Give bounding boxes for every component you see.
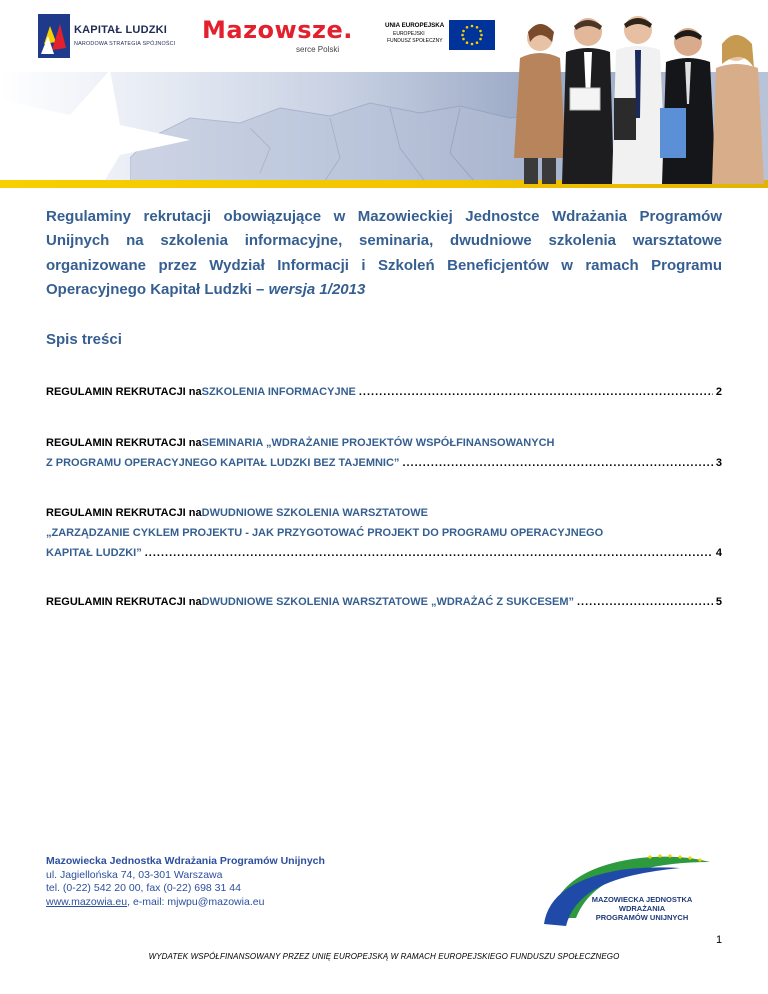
kapital-ludzki-emblem-icon: [38, 14, 70, 58]
toc-leader-dots: [359, 382, 713, 402]
header-banner: [0, 0, 768, 188]
toc-line[interactable]: [46, 433, 722, 453]
mjwpu-logo-line-3: PROGRAMÓW UNIJNYCH: [595, 913, 689, 922]
toc-line[interactable]: [46, 592, 722, 612]
toc-line[interactable]: [46, 523, 722, 543]
toc-entry-title: SZKOLENIA INFORMACYJNE: [201, 386, 356, 398]
toc-entry-prefix: REGULAMIN REKRUTACJI na: [46, 386, 202, 398]
mazowsze-wordmark: Mazowsze.: [202, 16, 353, 44]
toc-entry-4[interactable]: [46, 592, 722, 612]
contact-web-line: [46, 896, 325, 910]
toc-entry-3[interactable]: [46, 503, 722, 563]
toc-page-number: 3: [715, 457, 722, 469]
contact-address: ul. Jagiellońska 74, 03-301 Warszawa: [46, 868, 223, 881]
contact-org-name: Mazowiecka Jednostka Wdrażania Programów Unijnych: [46, 855, 325, 867]
toc-entry-title: DWUDNIOWE SZKOLENIA WARSZTATOWE „WDRAŻAĆ Z SUKCESEM”: [201, 596, 574, 608]
white-star-graphic: [0, 70, 230, 188]
document-title: [46, 205, 722, 303]
kapital-ludzki-title: KAPITAŁ LUDZKI: [74, 24, 168, 36]
toc-page-number: 2: [715, 386, 722, 398]
toc-entry-prefix: REGULAMIN REKRUTACJI na: [46, 596, 202, 608]
eu-efs-logo: [385, 20, 500, 52]
document-title-last-text: Operacyjnego Kapitał Ludzki –: [46, 281, 269, 299]
document-title-line-1: Regulaminy rekrutacji obowiązujące w Mazowieckiej Jednostce Wdrażania Programów: [46, 208, 722, 225]
mjwpu-logo-line-2: WDRAŻANIA: [618, 904, 666, 913]
toc-entry-title: SEMINARIA „WDRAŻANIE PROJEKTÓW WSPÓŁFINANSOWANYCH: [201, 437, 555, 449]
mazowsze-logo: [202, 16, 362, 56]
document-title-line-2: Unijnych na szkolenia informacyjne, seminaria, dwudniowe szkolenia warsztatowe: [46, 232, 722, 250]
toc-entry-prefix: REGULAMIN REKRUTACJI na: [46, 437, 202, 449]
toc-line[interactable]: [46, 382, 722, 402]
toc-leader-dots: [145, 543, 713, 563]
toc-line[interactable]: [46, 503, 722, 523]
toc-line[interactable]: [46, 453, 722, 473]
eu-fund-label-1: EUROPEJSKI: [393, 31, 425, 37]
toc-entry-prefix: REGULAMIN REKRUTACJI na: [46, 507, 202, 519]
funding-note: WYDATEK WSPÓŁFINANSOWANY PRZEZ UNIĘ EUROPEJSKĄ W RAMACH EUROPEJSKIEGO FUNDUSZU SPOŁECZNEGO: [148, 952, 620, 961]
business-people-photo: [510, 8, 768, 184]
toc-leader-dots: [402, 453, 712, 473]
toc-leader-dots: [577, 592, 713, 612]
mjwpu-logo: [530, 848, 720, 932]
toc-entry-title-cont: KAPITAŁ LUDZKI”: [46, 547, 142, 559]
website-link[interactable]: www.mazowia.eu: [46, 895, 128, 908]
contact-phone: tel. (0-22) 542 20 00, fax (0-22) 698 31 44: [46, 882, 241, 894]
contact-block: [46, 855, 325, 909]
eu-flag-icon: [449, 20, 495, 50]
toc-heading: Spis treści: [46, 331, 122, 348]
eu-fund-label-2: FUNDUSZ SPOŁECZNY: [387, 38, 443, 44]
eu-label: UNIA EUROPEJSKA: [385, 22, 445, 29]
toc-entry-title-cont: Z PROGRAMU OPERACYJNEGO KAPITAŁ LUDZKI BEZ TAJEMNIC”: [46, 457, 400, 469]
toc-line[interactable]: [46, 543, 722, 563]
kapital-ludzki-subtitle: NARODOWA STRATEGIA SPÓJNOŚCI: [74, 41, 176, 47]
toc-entry-1[interactable]: [46, 382, 722, 402]
document-title-line-3: organizowane przez Wydział Informacji i Szkoleń Beneficjentów w ramach Programu: [46, 256, 722, 274]
toc-entry-title-cont: „ZARZĄDZANIE CYKLEM PROJEKTU - JAK PRZYGOTOWAĆ PROJEKT DO PROGRAMU OPERACYJNEGO: [46, 527, 604, 539]
mjwpu-logo-line-1: MAZOWIECKA JEDNOSTKA: [591, 895, 693, 904]
page-number: 1: [716, 934, 723, 946]
toc-page-number: 5: [715, 596, 722, 608]
document-version: wersja 1/2013: [268, 281, 366, 299]
contact-email: , e-mail: mjwpu@mazowia.eu: [127, 895, 265, 908]
toc-page-number: 4: [715, 547, 722, 559]
toc-entry-title: DWUDNIOWE SZKOLENIA WARSZTATOWE: [201, 507, 428, 519]
toc-entry-2[interactable]: [46, 433, 722, 473]
document-title-line-4: [46, 278, 722, 302]
kapital-ludzki-logo: [38, 14, 198, 60]
mazowsze-tagline: serce Polski: [296, 45, 340, 54]
